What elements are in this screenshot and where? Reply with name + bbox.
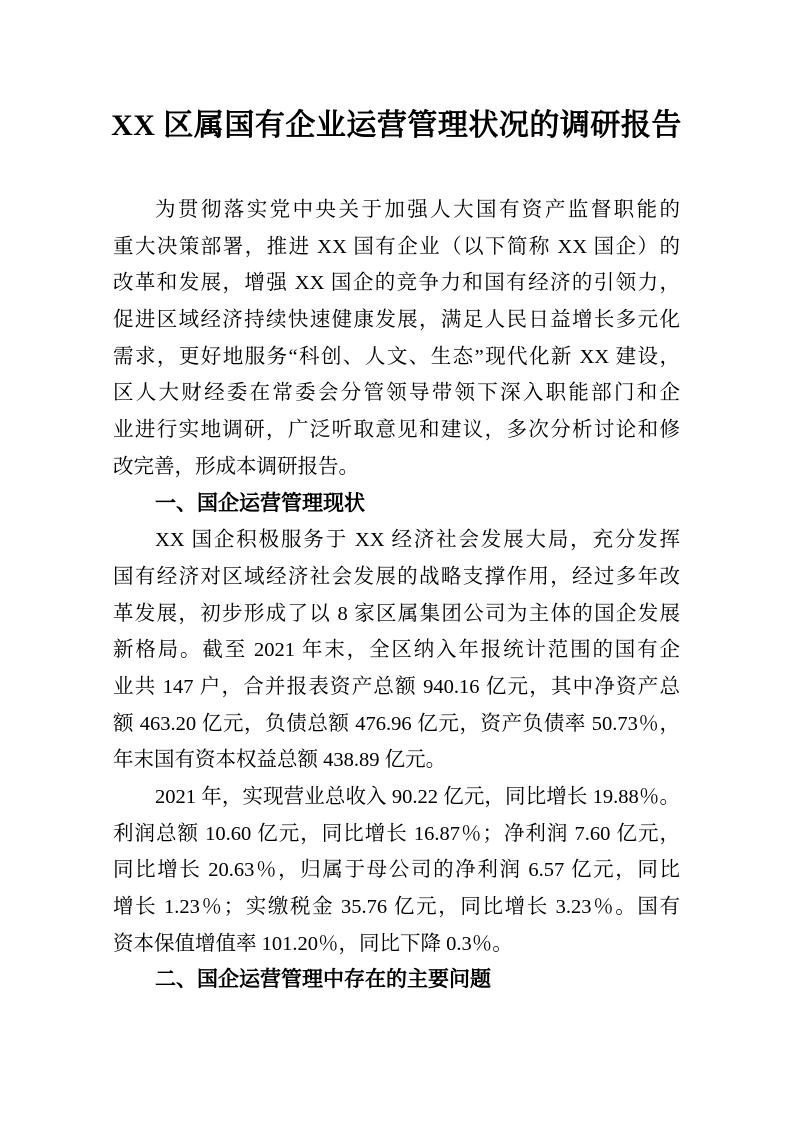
text-line: 增长 1.23％；实缴税金 35.76 亿元，同比增长 3.23％。国有 (113, 896, 680, 919)
text-line: 区人大财经委在常委会分管领导带领下深入职能部门和企 (113, 382, 680, 405)
document-title: XX 区属国有企业运营管理状况的调研报告 (111, 109, 682, 142)
text-line: 利润总额 10.60 亿元，同比增长 16.87％；净利润 7.60 亿元， (113, 822, 680, 845)
text-line: 为贯彻落实党中央关于加强人大国有资产监督职能的 (155, 199, 680, 221)
paragraph-financials (113, 779, 680, 962)
text-line: 资本保值增值率 101.20％，同比下降 0.3％。 (113, 932, 513, 955)
text-line: 业共 147 户，合并报表资产总额 940.16 亿元，其中净资产总 (113, 675, 680, 698)
text-line: 重大决策部署，推进 XX 国有企业（以下简称 XX 国企）的 (113, 235, 680, 258)
text-line: 业进行实地调研，广泛听取意见和建议，多次分析讨论和修 (113, 419, 680, 442)
text-line: 改完善，形成本调研报告。 (113, 455, 359, 478)
section-heading-2: 二、国企运营管理中存在的主要问题 (155, 968, 491, 992)
text-line: 促进区域经济持续快速健康发展，满足人民日益增长多元化 (113, 309, 680, 332)
text-line: 国有经济对区域经济社会发展的战略支撑作用，经过多年改 (113, 565, 680, 588)
text-line: 额 463.20 亿元，负债总额 476.96 亿元，资产负债率 50.73％， (113, 712, 680, 735)
text-line: 改革和发展，增强 XX 国企的竞争力和国有经济的引领力， (113, 272, 680, 295)
text-line: 革发展，初步形成了以 8 家区属集团公司为主体的国企发展 (113, 602, 680, 625)
paragraph-intro (113, 192, 680, 486)
document-body (113, 192, 680, 999)
text-line: 2021 年，实现营业总收入 90.22 亿元，同比增长 19.88％。 (155, 786, 680, 808)
section-heading-1: 一、国企运营管理现状 (155, 491, 365, 515)
text-line: 同比增长 20.63％，归属于母公司的净利润 6.57 亿元，同比 (113, 859, 680, 882)
text-line: 需求，更好地服务“科创、人文、生态”现代化新 XX 建设， (113, 345, 680, 368)
text-line: 新格局。截至 2021 年末，全区纳入年报统计范围的国有企 (113, 639, 680, 662)
text-line: 年末国有资本权益总额 438.89 亿元。 (113, 749, 447, 772)
paragraph-status (113, 522, 680, 779)
text-line: XX 国企积极服务于 XX 经济社会发展大局，充分发挥 (155, 529, 680, 552)
